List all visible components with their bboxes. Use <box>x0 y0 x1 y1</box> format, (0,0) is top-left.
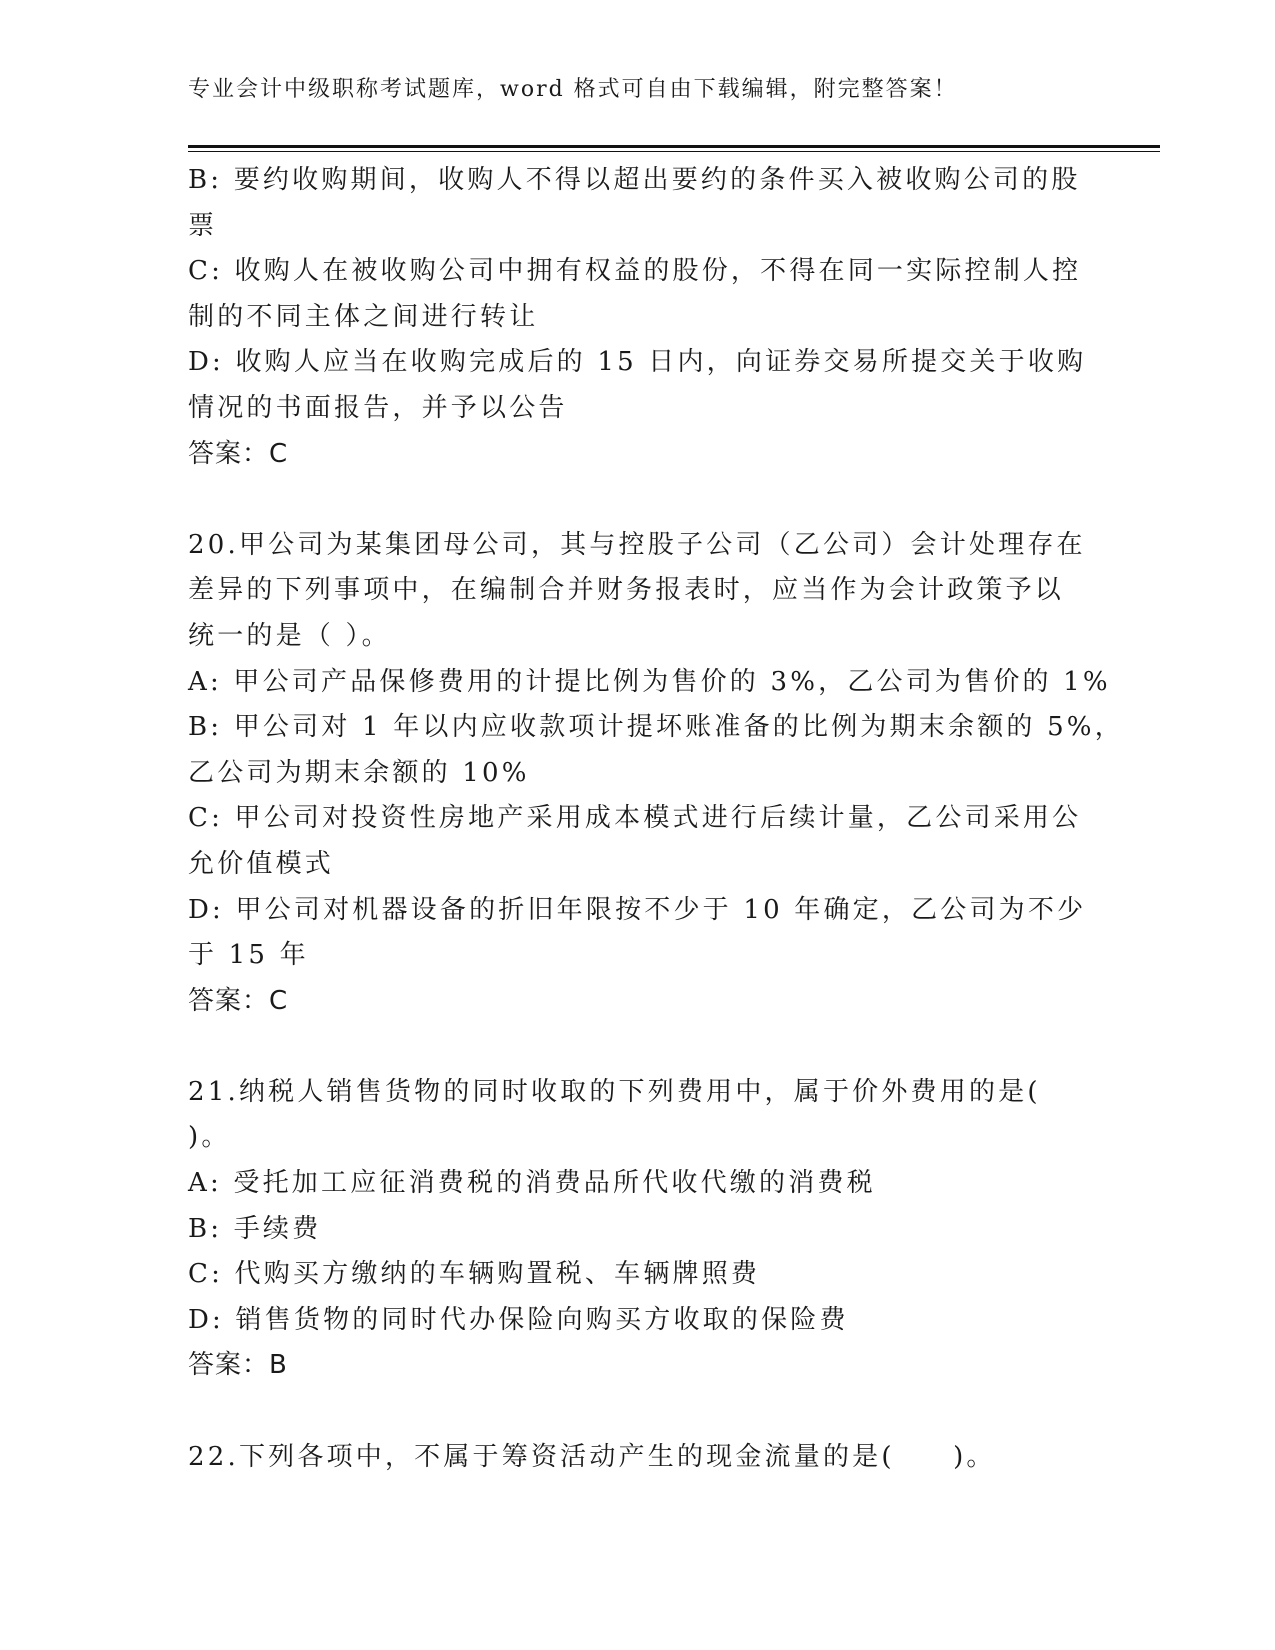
option-b-line: B: 甲公司对 1 年以内应收款项计提坏账准备的比例为期末余额的 5%， <box>188 712 1124 743</box>
option-d-line: D: 收购人应当在收购完成后的 15 日内，向证券交易所提交关于收购 <box>188 347 1087 378</box>
question-22 <box>188 1435 1088 1481</box>
question-stem-line: 20.甲公司为某集团母公司，其与控股子公司（乙公司）会计处理存在 <box>188 529 1086 560</box>
option-a-line: A: 甲公司产品保修费用的计提比例为售价的 3%，乙公司为售价的 1% <box>188 666 1111 697</box>
option-d-line: D: 甲公司对机器设备的折旧年限按不少于 10 年确定，乙公司为不少 <box>188 894 1087 925</box>
spacer <box>188 1389 1088 1435</box>
question-stem-line: 21.纳税人销售货物的同时收取的下列费用中，属于价外费用的是( <box>188 1076 1041 1107</box>
option-d-line: 于 15 年 <box>188 940 309 971</box>
question-stem-line: )。 <box>188 1122 231 1153</box>
header-rule-thick <box>188 145 1160 148</box>
option-c-line: 允价值模式 <box>188 848 335 879</box>
answer-label: 答案：C <box>188 438 289 469</box>
option-b-line: 票 <box>188 210 218 241</box>
option-b-line: B: 手续费 <box>188 1213 322 1244</box>
question-21 <box>188 1070 1088 1389</box>
option-d-line: D: 销售货物的同时代办保险向购买方收取的保险费 <box>188 1304 849 1335</box>
option-b-line: B: 要约收购期间，收购人不得以超出要约的条件买入被收购公司的股 <box>188 165 1081 195</box>
option-c-line: C: 甲公司对投资性房地产采用成本模式进行后续计量，乙公司采用公 <box>188 803 1082 834</box>
spacer <box>188 1024 1088 1070</box>
question-20 <box>188 523 1124 1025</box>
answer-label: 答案：C <box>188 985 289 1016</box>
option-d-line: 情况的书面报告，并予以公告 <box>188 392 568 423</box>
document-body <box>188 158 1124 1480</box>
option-b-line: 乙公司为期末余额的 10% <box>188 757 530 788</box>
question-stem-line: 22.下列各项中，不属于筹资活动产生的现金流量的是( )。 <box>188 1441 996 1472</box>
page-header: 专业会计中级职称考试题库，word 格式可自由下载编辑，附完整答案！ <box>188 77 958 102</box>
question-stem-line: 差异的下列事项中，在编制合并财务报表时，应当作为会计政策予以 <box>188 575 1065 606</box>
option-c-line: C: 代购买方缴纳的车辆购置税、车辆牌照费 <box>188 1259 761 1290</box>
option-c-line: 制的不同主体之间进行转让 <box>188 301 539 332</box>
question-19 <box>188 158 1088 477</box>
question-stem-line: 统一的是（ ）。 <box>188 620 391 651</box>
header-rule-thin <box>188 151 1160 152</box>
option-c-line: C: 收购人在被收购公司中拥有权益的股份，不得在同一实际控制人控 <box>188 256 1082 287</box>
option-a-line: A: 受托加工应征消费税的消费品所代收代缴的消费税 <box>188 1168 876 1199</box>
spacer <box>188 477 1088 523</box>
answer-label: 答案：B <box>188 1350 288 1381</box>
